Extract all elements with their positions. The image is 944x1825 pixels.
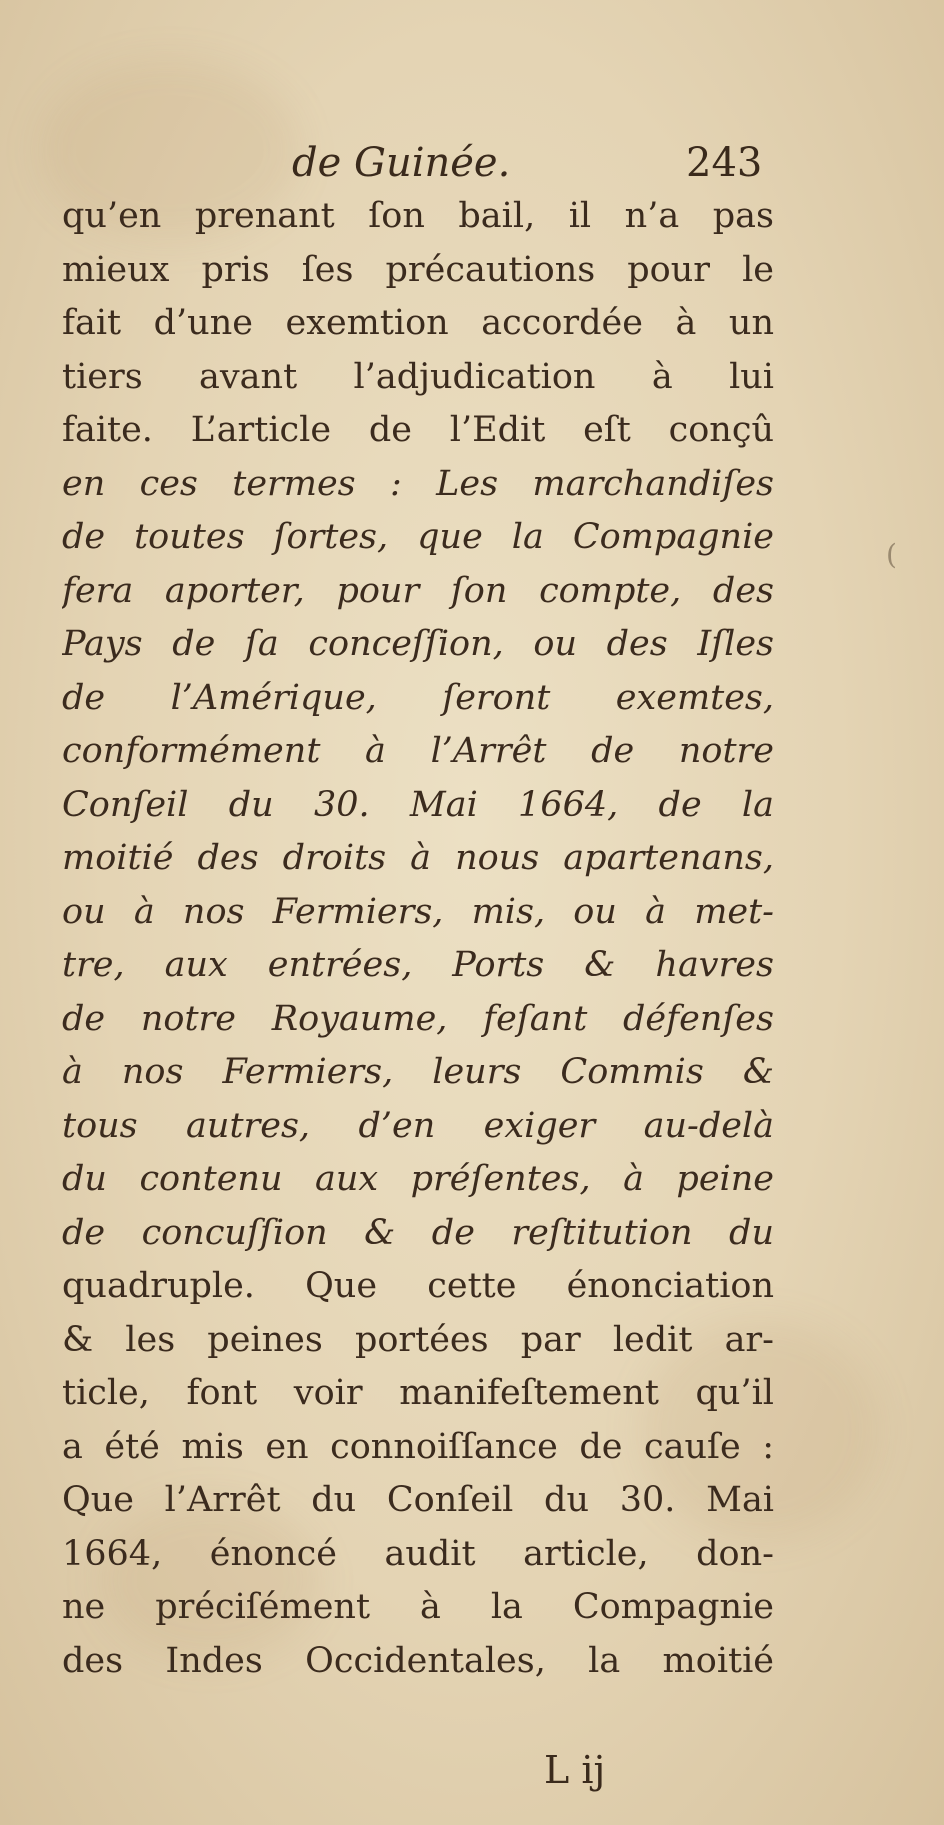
text-line: & les peines portées par ledit ar- bbox=[62, 1319, 774, 1360]
text-line: de notre Royaume, feſant défenſes bbox=[62, 998, 774, 1039]
text-line: mieux pris ſes précautions pour le bbox=[62, 249, 774, 290]
body-text bbox=[62, 190, 774, 1688]
text-line: du contenu aux préſentes, à peine bbox=[62, 1159, 774, 1199]
text-line: moitié des droits à nous apartenans, bbox=[62, 838, 774, 878]
text-line: Pays de ſa conceſſion, ou des Iſles bbox=[62, 624, 774, 664]
text-line: ne préciſément à la Compagnie bbox=[62, 1587, 774, 1627]
text-line: en ces termes : Les marchandiſes bbox=[62, 463, 774, 504]
text-line: 1664, énoncé audit article, don- bbox=[62, 1533, 774, 1574]
text-line: fera aporter, pour ſon compte, des bbox=[62, 570, 774, 611]
text-line: faite. L’article de l’Edit eſt conçû bbox=[62, 410, 774, 450]
text-line: de l’Amérique, ſeront exemtes, bbox=[62, 677, 774, 718]
text-line: à nos Fermiers, leurs Commis & bbox=[62, 1052, 774, 1092]
running-title: de Guinée. bbox=[292, 140, 511, 186]
text-line: ou à nos Fermiers, mis, ou à met- bbox=[62, 891, 774, 932]
text-line: Que l’Arrêt du Conſeil du 30. Mai bbox=[62, 1480, 774, 1520]
page-number: 243 bbox=[686, 140, 763, 186]
text-line: qu’en prenant ſon bail, il n’a pas bbox=[62, 196, 774, 236]
text-line: des Indes Occidentales, la moitié bbox=[62, 1640, 774, 1681]
text-line: de concuſſion & de reſtitution du bbox=[62, 1212, 774, 1253]
text-line: ticle, font voir manifeſtement qu’il bbox=[62, 1373, 774, 1413]
text-line: Conſeil du 30. Mai 1664, de la bbox=[62, 784, 774, 825]
text-line: quadruple. Que cette énonciation bbox=[62, 1266, 774, 1306]
text-line: tre, aux entrées, Ports & havres bbox=[62, 945, 774, 985]
margin-mark: ( bbox=[886, 538, 897, 571]
text-line: a été mis en connoiſſance de cauſe : bbox=[62, 1426, 774, 1467]
text-line: de toutes ſortes, que la Compagnie bbox=[62, 517, 774, 557]
text-line: tiers avant l’adjudication à lui bbox=[62, 356, 774, 397]
text-line: fait d’une exemtion accordée à un bbox=[62, 303, 774, 343]
signature-mark: L ij bbox=[544, 1748, 606, 1792]
text-line: conformément à l’Arrêt de notre bbox=[62, 731, 774, 771]
text-line: tous autres, d’en exiger au-delà bbox=[62, 1105, 774, 1146]
page-header bbox=[0, 140, 944, 190]
